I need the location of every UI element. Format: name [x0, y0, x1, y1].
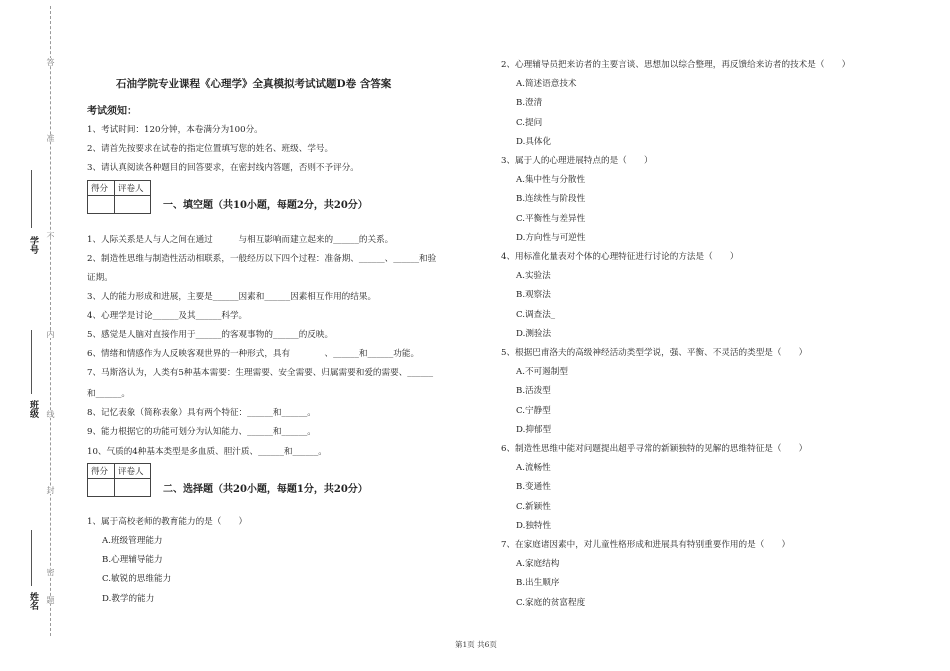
choice-option[interactable]: A.班级管理能力 — [102, 536, 163, 546]
margin-char-da: 答 — [46, 58, 55, 66]
fill-question-continued: 和______。 — [87, 389, 130, 399]
margin-char-bu: 不 — [46, 232, 55, 240]
fill-question-continued: 证期。 — [87, 273, 113, 283]
choice-option[interactable]: D.方向性与可逆性 — [516, 233, 586, 243]
choice-option[interactable]: C.家庭的贫富程度 — [516, 598, 586, 608]
exam-title: 石油学院专业课程《心理学》全真模拟考试试题D卷 含答案 — [116, 78, 392, 90]
choice-option[interactable]: A.家庭结构 — [516, 559, 560, 569]
margin-char-xian: 线 — [46, 410, 55, 418]
choice-option[interactable]: A.流畅性 — [516, 463, 551, 473]
choice-option[interactable]: B.观察法 — [516, 290, 551, 300]
margin-char-zhun: 准 — [46, 134, 55, 142]
page-footer: 第1页 共6页 — [455, 640, 497, 649]
fill-question: 9、能力根据它的功能可划分为认知能力、______和______。 — [87, 427, 316, 437]
choice-option[interactable]: B.出生顺序 — [516, 578, 560, 588]
fill-question: 8、记忆表象（简称表象）具有两个特征：______和______。 — [87, 408, 316, 418]
score-box — [87, 463, 151, 497]
fill-question: 3、人的能力形成和进展，主要是______因素和______因素相互作用的结果。 — [87, 292, 377, 302]
choice-question: 1、属于高校老师的教育能力的是（ ） — [87, 517, 248, 527]
choice-question: 6、制造性思维中能对问题提出超乎寻常的新颖独特的见解的思维特征是（ ） — [501, 444, 808, 454]
section-heading-choice: 二、选择题（共20小题，每题1分，共20分） — [163, 484, 368, 495]
choice-option[interactable]: B.心理辅导能力 — [102, 555, 163, 565]
choice-option[interactable]: C.提问 — [516, 118, 543, 128]
notice-item: 1、考试时间：120分钟，本卷满分为100分。 — [87, 125, 263, 135]
choice-option[interactable]: B.澄清 — [516, 98, 543, 108]
choice-option[interactable]: D.独特性 — [516, 521, 552, 531]
choice-option[interactable]: D.测验法 — [516, 329, 552, 339]
grader-label: 评卷人 — [118, 184, 144, 194]
choice-question: 3、属于人的心理进展特点的是（ ） — [501, 156, 653, 166]
notice-heading: 考试须知： — [87, 106, 137, 117]
choice-option[interactable]: D.具体化 — [516, 137, 552, 147]
choice-option[interactable]: A.实验法 — [516, 271, 551, 281]
fill-question: 1、人际关系是人与人之间在通过 与相互影响而建立起来的______的关系。 — [87, 235, 394, 245]
notice-item: 2、请首先按要求在试卷的指定位置填写您的姓名、班级、学号。 — [87, 144, 334, 154]
fill-question: 6、情绪和情感作为人反映客观世界的一种形式，具有 、______和______功能。 — [87, 349, 420, 359]
fill-question: 5、感觉是人脑对直接作用于______的客观事物的______的反映。 — [87, 330, 334, 340]
margin-char-nei: 内 — [46, 330, 55, 338]
section-heading-fill-blank: 一、填空题（共10小题，每题2分，共20分） — [163, 200, 368, 211]
score-box — [87, 180, 151, 214]
choice-option[interactable]: A.不可遏制型 — [516, 367, 568, 377]
choice-option[interactable]: B.变通性 — [516, 482, 551, 492]
class-label: 班级 — [28, 400, 38, 418]
margin-char-mi: 密 — [46, 568, 55, 576]
grader-label: 评卷人 — [118, 467, 144, 477]
choice-option[interactable]: C.敏锐的思维能力 — [102, 574, 172, 584]
choice-option[interactable]: C.宁静型 — [516, 406, 551, 416]
choice-option[interactable]: C.调查法_ — [516, 310, 556, 320]
student-id-label: 学号 — [28, 236, 38, 254]
choice-question: 2、心理辅导员把来访者的主要言谈、思想加以综合整理，再反馈给来访者的技术是（ ） — [501, 60, 851, 70]
fill-question: 2、制造性思维与制造性活动相联系，一般经历以下四个过程：准备期、______、______和验 — [87, 254, 437, 264]
choice-option[interactable]: D.教学的能力 — [102, 594, 155, 604]
class-line[interactable] — [31, 330, 32, 394]
name-line[interactable] — [31, 530, 32, 586]
choice-option[interactable]: B.活泼型 — [516, 386, 551, 396]
choice-option[interactable]: A.集中性与分散性 — [516, 175, 586, 185]
notice-item: 3、请认真阅读各种题目的回答要求，在密封线内答题，否则不予评分。 — [87, 163, 359, 173]
name-label: 姓名 — [28, 592, 38, 610]
choice-question: 4、用标准化量表对个体的心理特征进行讨论的方法是（ ） — [501, 252, 739, 262]
fill-question: 10、气质的4种基本类型是多血质、胆汁质、______和______。 — [87, 447, 327, 457]
choice-option[interactable]: C.新颖性 — [516, 502, 551, 512]
choice-option[interactable]: B.连续性与阶段性 — [516, 194, 586, 204]
score-label: 得分 — [91, 184, 109, 194]
choice-option[interactable]: C.平衡性与差异性 — [516, 214, 586, 224]
score-label: 得分 — [91, 467, 109, 477]
fill-question: 7、马斯洛认为，人类有5种基本需要：生理需要、安全需要、归属需要和爱的需要、______ — [87, 368, 434, 378]
choice-option[interactable]: A.简述语意技术 — [516, 79, 577, 89]
choice-option[interactable]: D.抑郁型 — [516, 425, 552, 435]
binding-dashed-line — [50, 6, 51, 636]
fill-question: 4、心理学是讨论______及其______科学。 — [87, 311, 248, 321]
choice-question: 7、在家庭诸因素中，对儿童性格形成和进展具有特别重要作用的是（ ） — [501, 540, 791, 550]
margin-char-feng: 封 — [46, 486, 55, 494]
choice-question: 5、根据巴甫洛夫的高级神经活动类型学说，强、平衡、不灵活的类型是（ ） — [501, 348, 808, 358]
margin-char-ti: 题 — [46, 596, 55, 604]
student-id-line[interactable] — [31, 170, 32, 228]
